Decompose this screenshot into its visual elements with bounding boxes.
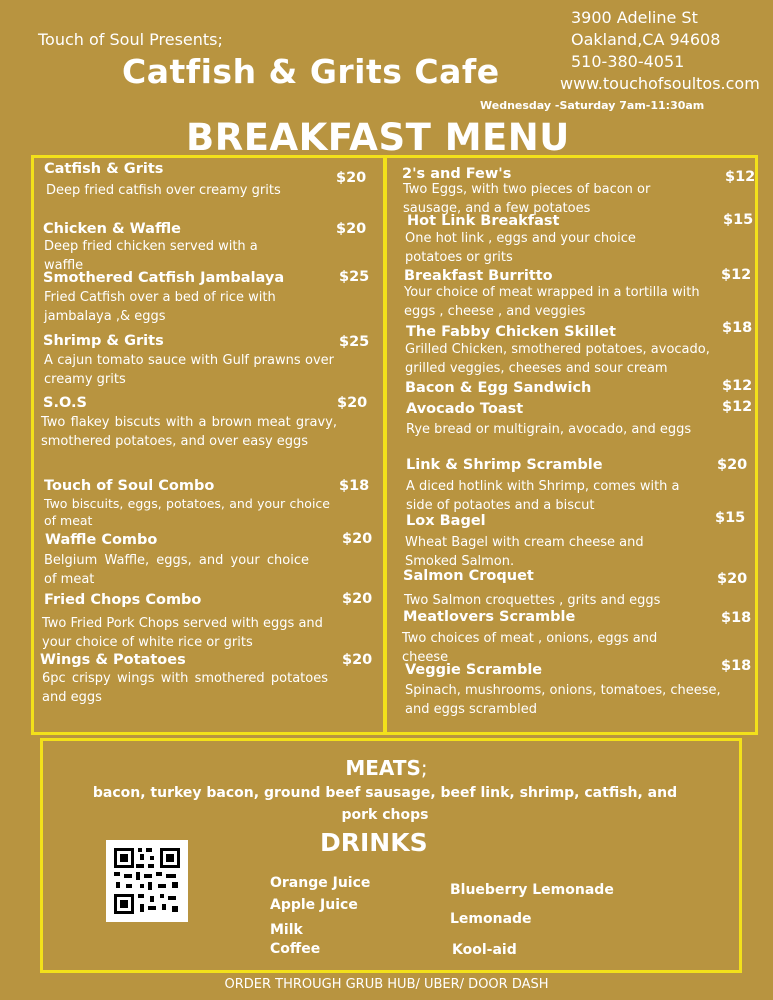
menu-item-desc: 6pc crispy wings with smothered potatoes and eggs — [42, 671, 328, 705]
hours-text: Wednesday -Saturday 7am-11:30am — [480, 99, 705, 112]
drinks-heading: DRINKS — [320, 828, 428, 857]
menu-item-name: Chicken & Waffle — [43, 221, 181, 237]
menu-item-desc: Two Fried Pork Chops served with eggs and your choice of white rice or grits — [42, 616, 323, 650]
menu-item-name: Bacon & Egg Sandwich — [405, 380, 592, 396]
order-footer: ORDER THROUGH GRUB HUB/ UBER/ DOOR DASH — [224, 977, 549, 992]
menu-item-desc: A cajun tomato sauce with Gulf prawns over creamy grits — [44, 353, 334, 387]
menu-item-desc: Two Eggs, with two pieces of bacon or sausage, and a few potatoes — [403, 182, 651, 216]
menu-item-name: Link & Shrimp Scramble — [406, 457, 603, 473]
menu-item-price: $20 — [342, 591, 373, 607]
meats-heading-text: MEATS — [345, 756, 421, 780]
menu-item-name: Avocado Toast — [406, 401, 524, 417]
menu-item-desc: Spinach, mushrooms, onions, tomatoes, cheese, and eggs scrambled — [405, 683, 721, 717]
menu-item-name: Shrimp & Grits — [43, 333, 164, 349]
menu-item-desc: Wheat Bagel with cream cheese and Smoked Salmon. — [405, 535, 644, 569]
address-line2: Oakland,CA 94608 — [571, 30, 721, 49]
menu-item-desc: Belgium Waffle, eggs, and your choice of meat — [44, 553, 309, 587]
menu-item-name: 2's and Few's — [402, 166, 512, 182]
menu-item-desc: Two flakey biscuts with a brown meat gravy, smothered potatoes, and over easy eggs — [41, 415, 337, 449]
menu-item-name: Hot Link Breakfast — [407, 213, 560, 229]
menu-item-price: $25 — [339, 269, 370, 285]
menu-item-price: $18 — [722, 320, 753, 336]
menu-item-desc: Grilled Chicken, smothered potatoes, avocado, grilled veggies, cheeses and sour cream — [405, 342, 710, 376]
menu-item-desc: A diced hotlink with Shrimp, comes with a side of potaotes and a biscut — [406, 479, 680, 513]
menu-title: BREAKFAST MENU — [186, 116, 570, 159]
right-menu-column — [384, 155, 758, 735]
drink-item: Lemonade — [450, 911, 532, 927]
menu-item-name: Touch of Soul Combo — [44, 478, 215, 494]
menu-item-desc: Two biscuits, eggs, potatoes, and your choice of meat — [44, 496, 330, 528]
menu-item-price: $20 — [342, 531, 373, 547]
menu-item-name: The Fabby Chicken Skillet — [406, 324, 616, 340]
menu-item-desc: Two choices of meat , onions, eggs and cheese — [402, 631, 658, 665]
menu-item-name: Breakfast Burritto — [404, 268, 553, 284]
meats-heading — [0, 756, 773, 780]
menu-item-name: Lox Bagel — [406, 513, 486, 529]
menu-item-price: $18 — [721, 658, 752, 674]
cafe-name: Catfish & Grits Cafe — [122, 52, 500, 91]
drink-item: Kool-aid — [452, 942, 517, 958]
menu-item-price: $20 — [336, 221, 367, 237]
menu-item-price: $20 — [717, 571, 748, 587]
menu-item-name: Wings & Potatoes — [40, 652, 186, 668]
address-block — [560, 7, 760, 95]
menu-item-price: $20 — [342, 652, 373, 668]
menu-item-price: $12 — [722, 378, 753, 394]
menu-item-price: $15 — [723, 212, 754, 228]
meats-list: bacon, turkey bacon, ground beef sausage, beef link, shrimp, catfish, and pork chops — [92, 785, 678, 823]
menu-item-name: Waffle Combo — [45, 532, 158, 548]
drink-item: Orange Juice — [270, 875, 371, 891]
menu-item-name: Meatlovers Scramble — [403, 609, 576, 625]
phone-number: 510-380-4051 — [571, 52, 685, 71]
menu-item-name: Veggie Scramble — [405, 662, 543, 678]
presents-text: Touch of Soul Presents; — [38, 30, 223, 49]
menu-item-name: Catfish & Grits — [44, 161, 164, 177]
meats-heading-suffix: ; — [420, 756, 428, 780]
menu-item-name: Fried Chops Combo — [44, 592, 202, 608]
website-link: www.touchofsoultos.com — [560, 74, 760, 93]
menu-item-price: $20 — [717, 457, 748, 473]
menu-item-name: S.O.S — [43, 395, 87, 411]
address-line1: 3900 Adeline St — [571, 8, 698, 27]
menu-item-desc: Rye bread or multigrain, avocado, and eggs — [406, 422, 692, 437]
drink-item: Blueberry Lemonade — [450, 882, 614, 898]
menu-item-desc: Your choice of meat wrapped in a tortilla with eggs , cheese , and veggies — [404, 285, 700, 319]
menu-item-price: $12 — [722, 399, 753, 415]
menu-item-price: $12 — [721, 267, 752, 283]
menu-item-desc: One hot link , eggs and your choice potatoes or grits — [405, 231, 636, 265]
drink-item: Coffee — [270, 941, 321, 957]
menu-item-price: $18 — [339, 478, 370, 494]
menu-item-price: $12 — [725, 169, 756, 185]
menu-item-price: $18 — [721, 610, 752, 626]
menu-item-price: $20 — [336, 170, 367, 186]
qr-code-graphic — [106, 840, 188, 922]
menu-item-price: $25 — [339, 334, 370, 350]
menu-item-name: Salmon Croquet — [403, 568, 534, 584]
menu-item-desc: Deep fried chicken served with a waffle — [44, 239, 258, 273]
menu-item-desc: Two Salmon croquettes , grits and eggs — [404, 593, 661, 608]
menu-item-price: $20 — [337, 395, 368, 411]
menu-item-desc: Fried Catfish over a bed of rice with jambalaya ,& eggs — [44, 290, 276, 324]
menu-item-name: Smothered Catfish Jambalaya — [43, 270, 285, 286]
drink-item: Milk — [270, 922, 303, 938]
qr-code-icon — [106, 840, 188, 922]
left-menu-column — [31, 155, 386, 735]
drink-item: Apple Juice — [270, 897, 358, 913]
menu-item-desc: Deep fried catfish over creamy grits — [46, 183, 281, 198]
menu-item-price: $15 — [715, 510, 746, 526]
